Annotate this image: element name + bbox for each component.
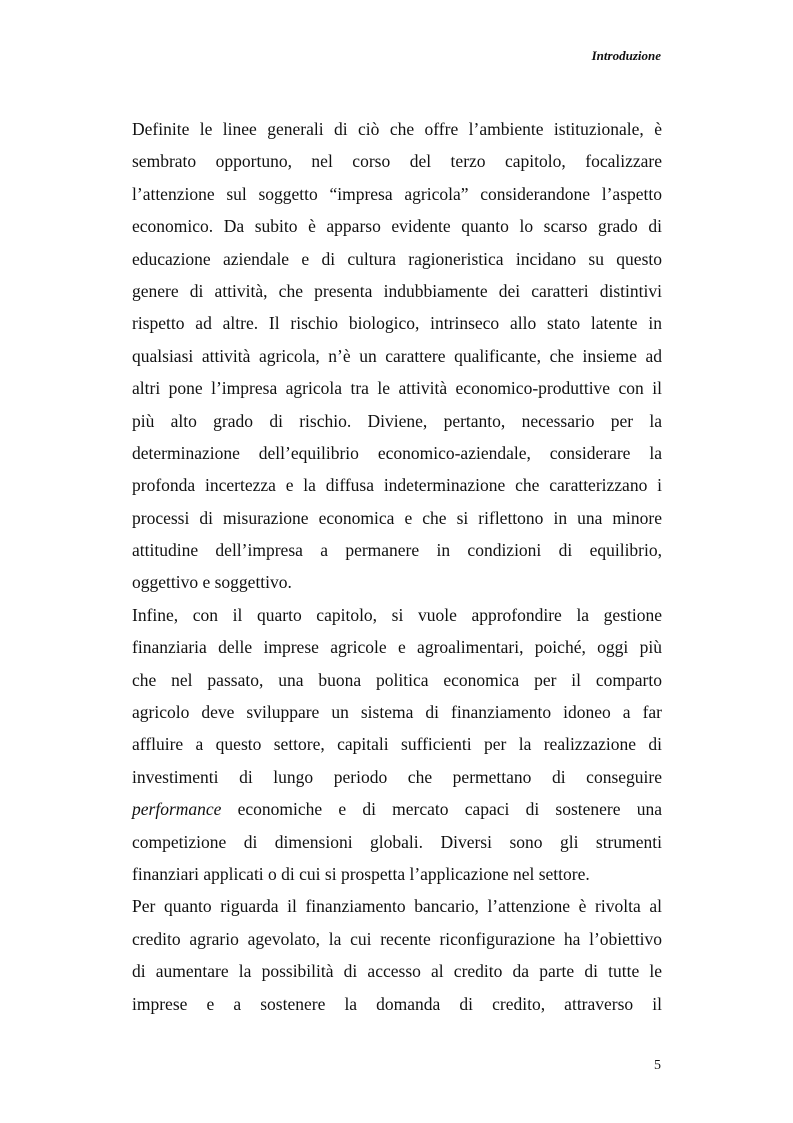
text-line: finanziari applicati o di cui si prospetta l’applicazione nel settore. [132, 863, 590, 884]
text-line: Definite le linee generali di ciò che offre l’ambiente istituzionale, è [132, 119, 662, 139]
text-line: che nel passato, una buona politica economica per il comparto [132, 669, 662, 690]
text-line: Infine, con il quarto capitolo, si vuole approfondire la gestione [132, 604, 662, 625]
text-line: processi di misurazione economica e che si riflettono in una minore [132, 507, 662, 528]
body-text [132, 113, 662, 1020]
paragraph [132, 113, 662, 599]
text-line [132, 793, 662, 825]
text-line: investimenti di lungo periodo che permettano di conseguire [132, 766, 662, 787]
text-line: competizione di dimensioni globali. Diversi sono gli strumenti [132, 831, 662, 852]
paragraph [132, 890, 662, 1020]
text-line: l’attenzione sul soggetto “impresa agricola” considerandone l’aspetto [132, 183, 662, 204]
text-line: educazione aziendale e di cultura ragioneristica incidano su questo [132, 248, 662, 269]
text-line: imprese e a sostenere la domanda di credito, attraverso il [132, 993, 662, 1014]
text-line: affluire a questo settore, capitali sufficienti per la realizzazione di [132, 734, 662, 755]
text-line: Per quanto riguarda il finanziamento bancario, l’attenzione è rivolta al [132, 896, 662, 917]
text-line: altri pone l’impresa agricola tra le attività economico-produttive con il [132, 378, 662, 399]
text-line: finanziaria delle imprese agricole e agroalimentari, poiché, oggi più [132, 637, 662, 658]
text-line: attitudine dell’impresa a permanere in condizioni di equilibrio, [132, 540, 662, 561]
text-line: sembrato opportuno, nel corso del terzo capitolo, focalizzare [132, 151, 662, 172]
paragraph [132, 599, 662, 891]
italic-term: performance [132, 799, 222, 820]
text-line: genere di attività, che presenta indubbiamente dei caratteri distintivi [132, 280, 662, 301]
text-line: credito agrario agevolato, la cui recente riconfigurazione ha l’obiettivo [132, 928, 662, 949]
text-line: di aumentare la possibilità di accesso al credito da parte di tutte le [132, 961, 662, 982]
text-line: agricolo deve sviluppare un sistema di finanziamento idoneo a far [132, 702, 662, 723]
text-line: profonda incertezza e la diffusa indeterminazione che caratterizzano i [132, 475, 662, 496]
running-header: Introduzione [591, 48, 661, 63]
text-line: qualsiasi attività agricola, n’è un carattere qualificante, che insieme ad [132, 345, 662, 366]
text-fragment: economiche e di mercato capaci di sostenere una [221, 799, 662, 820]
text-line: determinazione dell’equilibrio economico-aziendale, considerare la [132, 442, 662, 463]
text-line: rispetto ad altre. Il rischio biologico, intrinseco allo stato latente in [132, 313, 662, 334]
page-number: 5 [654, 1058, 661, 1073]
text-line: più alto grado di rischio. Diviene, pertanto, necessario per la [132, 410, 662, 431]
text-line: oggettivo e soggettivo. [132, 572, 292, 593]
text-line: economico. Da subito è apparso evidente quanto lo scarso grado di [132, 216, 662, 237]
